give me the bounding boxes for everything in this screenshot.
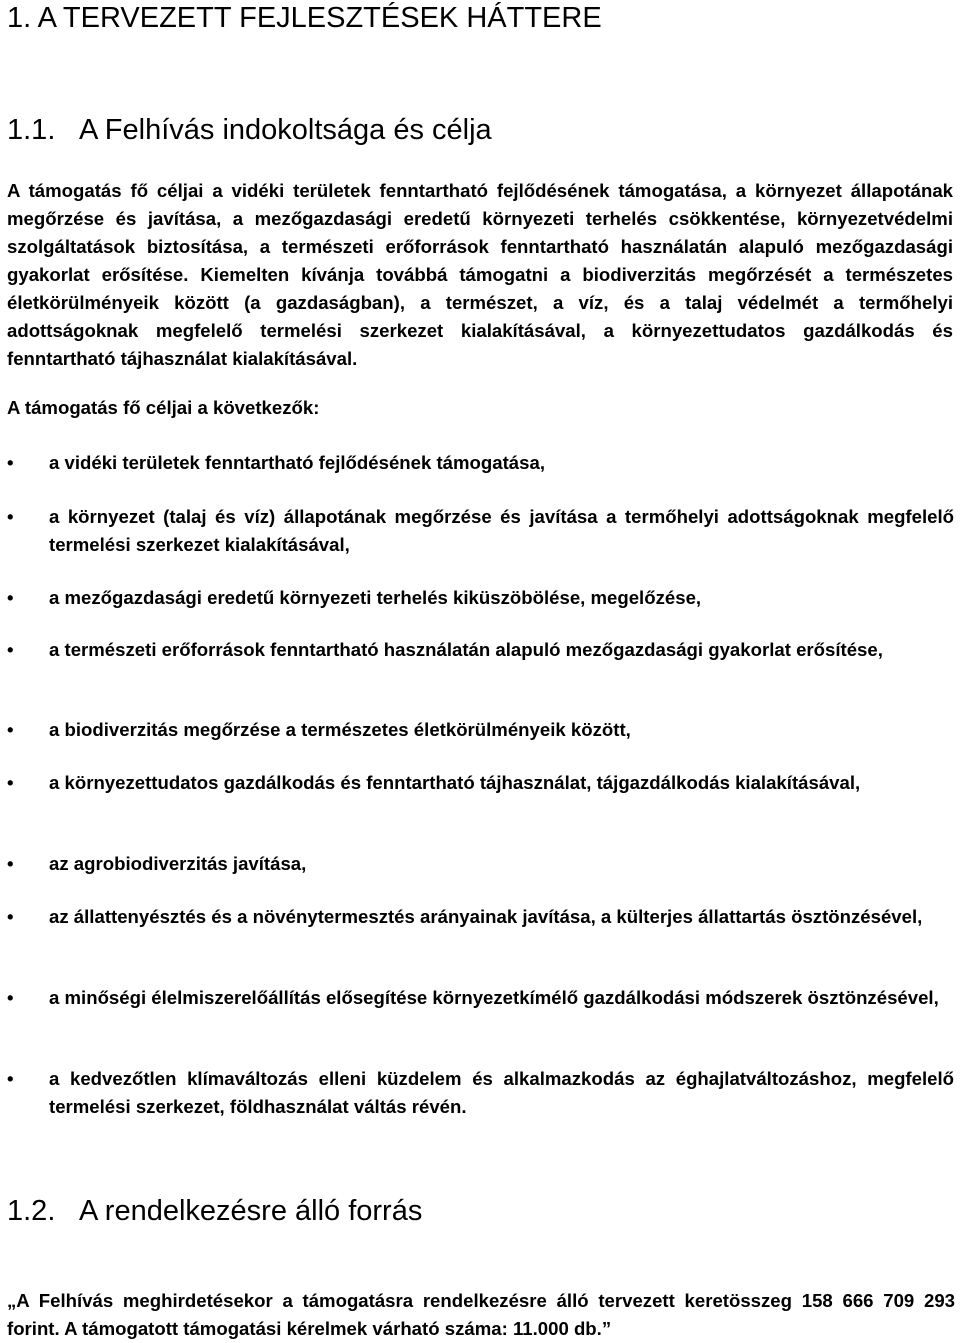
list-item-text: a vidéki területek fenntartható fejlődésének támogatása, <box>49 452 545 473</box>
list-item <box>7 769 954 797</box>
bullet-icon: • <box>7 1068 14 1089</box>
list-item-text: a mezőgazdasági eredetű környezeti terhelés kiküszöbölése, megelőzése, <box>49 587 702 608</box>
bullet-icon: • <box>7 719 14 740</box>
list-item <box>7 850 954 878</box>
list-item-text: az agrobiodiverzitás javítása, <box>49 853 307 874</box>
list-item <box>7 984 954 1012</box>
bullet-icon: • <box>7 506 14 527</box>
list-item-text: a környezet (talaj és víz) állapotának megőrzése és javítása a termőhelyi adottságoknak megfelelő termelési szerkezet kialakításával, <box>49 506 954 555</box>
heading-1: 1. A TERVEZETT FEJLESZTÉSEK HÁTTERE <box>7 2 602 34</box>
bullet-icon: • <box>7 639 14 660</box>
funding-paragraph: „A Felhívás meghirdetésekor a támogatásra rendelkezésre álló tervezett keretösszeg 158 666 709 293 forint. A támogatott támogatási kérelmek várható száma: 11.000 db.” <box>7 1290 955 1339</box>
bullet-icon: • <box>7 987 14 1008</box>
section-title: A Felhívás indokoltsága és célja <box>79 114 492 146</box>
list-item-text: a természeti erőforrások fenntartható használatán alapuló mezőgazdasági gyakorlat erősítése, <box>49 639 883 660</box>
section-number: 1.1. <box>7 114 56 146</box>
bullet-icon: • <box>7 587 14 608</box>
bullet-icon: • <box>7 772 14 793</box>
list-item <box>7 716 954 744</box>
list-item <box>7 1065 954 1121</box>
list-item-text: a környezettudatos gazdálkodás és fenntartható tájhasználat, tájgazdálkodás kialakításával, <box>49 772 861 793</box>
list-item-text: a minőségi élelmiszerelőállítás elősegítése környezetkímélő gazdálkodási módszerek ösztönzésével, <box>49 987 939 1008</box>
section-number: 1.2. <box>7 1195 56 1227</box>
body-paragraph: A támogatás fő céljai a vidéki területek fenntartható fejlődésének támogatása, a környezet állapotának megőrzése és javítása, a mezőgazdasági eredetű környezeti terhelés csökkentése, környezetvédelmi szolgáltatások biztosítása, a természeti erőforrások fenntartható használatán alapuló mezőgazdasági gyakorlat erősítése. Kiemelten kívánja továbbá támogatni a biodiverzitás megőrzését a természetes életkörülményeik között (a gazdaságban), a természet, a víz, és a talaj védelmét a termőhelyi adottságoknak megfelelő termelési szerkezet kialakításával, a környezettudatos gazdálkodás és fenntartható tájhasználat kialakításával. <box>7 180 953 369</box>
list-item-text: az állattenyésztés és a növénytermesztés arányainak javítása, a külterjes állattartás ösztönzésével, <box>49 906 923 927</box>
list-item-text: a kedvezőtlen klímaváltozás elleni küzdelem és alkalmazkodás az éghajlatváltozáshoz, megfelelő termelési szerkezet, földhasználat váltás révén. <box>49 1068 954 1117</box>
bullet-icon: • <box>7 853 14 874</box>
list-item <box>7 449 954 477</box>
section-heading-1-2 <box>7 1195 422 1228</box>
list-item <box>7 584 954 612</box>
section-title: A rendelkezésre álló forrás <box>79 1195 423 1227</box>
list-item <box>7 636 954 664</box>
list-item <box>7 903 954 931</box>
section-heading-1-1 <box>7 114 492 147</box>
bullet-icon: • <box>7 906 14 927</box>
list-item <box>7 503 954 559</box>
goals-intro: A támogatás fő céljai a következők: <box>7 397 320 418</box>
bullet-icon: • <box>7 452 14 473</box>
list-item-text: a biodiverzitás megőrzése a természetes életkörülményeik között, <box>49 719 631 740</box>
